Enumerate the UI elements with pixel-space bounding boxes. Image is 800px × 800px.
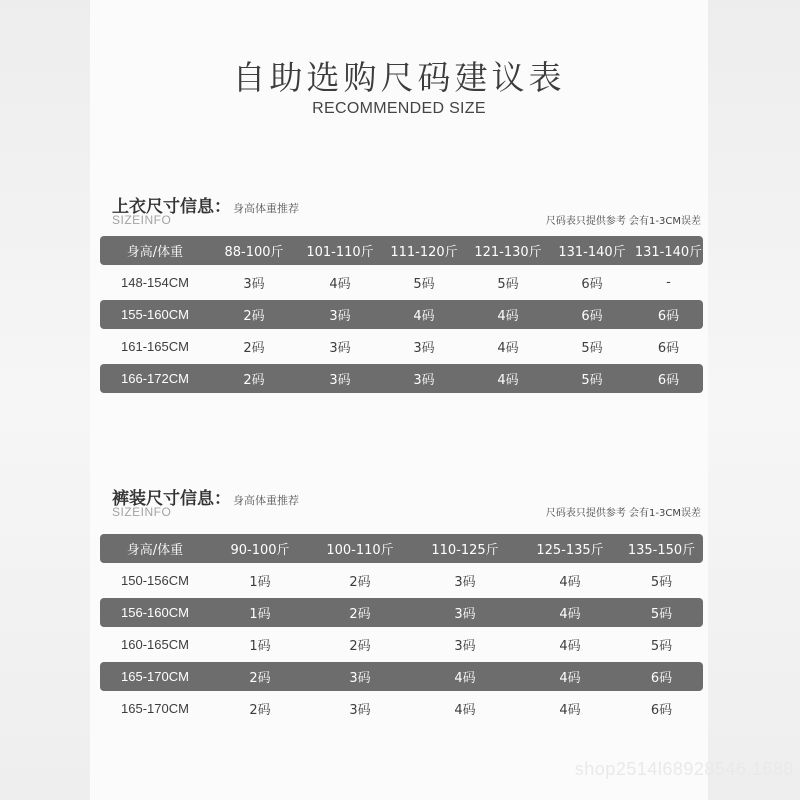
table-cell: 155-160CM (121, 307, 189, 322)
shop-watermark: shop2514l68928546.1688 (574, 759, 794, 779)
table-cell: 3码 (349, 703, 371, 718)
table-cell: 6码 (657, 341, 680, 356)
pants-section-header (100, 484, 703, 534)
tops-section-header (100, 192, 703, 236)
table-cell: 5码 (650, 575, 673, 590)
tops-title-note: 身高体重推荐 (233, 202, 299, 215)
table-cell: 5码 (650, 639, 673, 654)
column-header: 身高/体重 (126, 543, 184, 558)
table-cell: 4码 (454, 671, 476, 686)
column-header: 88-100斤 (224, 245, 284, 260)
table-cell: 165-170CM (121, 669, 189, 684)
table-row (100, 364, 703, 393)
table-cell: 4码 (497, 373, 519, 388)
table-cell: 3码 (454, 575, 476, 590)
table-cell: 2码 (349, 575, 371, 590)
table-cell: 3码 (243, 277, 265, 292)
table-row (100, 268, 703, 297)
table-cell: 5码 (581, 341, 603, 356)
pants-title-note: 身高体重推荐 (233, 494, 299, 507)
pants-size-section (100, 484, 703, 726)
table-cell: 1码 (249, 639, 271, 654)
page-subtitle: RECOMMENDED SIZE (312, 100, 486, 117)
table-cell: 4码 (559, 639, 581, 654)
table-cell: 166-172CM (121, 371, 189, 386)
table-cell: 5码 (650, 607, 673, 622)
column-header: 100-110斤 (326, 543, 394, 558)
column-header: 135-150斤 (627, 543, 696, 558)
pants-disclaimer: 尺码表只提供参考 会有1-3CM误差 (545, 508, 701, 519)
column-header: 身高/体重 (126, 245, 184, 260)
table-cell: 6码 (581, 309, 603, 324)
table-row (100, 300, 703, 329)
column-header: 101-110斤 (306, 245, 374, 260)
table-cell: 2码 (249, 671, 271, 686)
table-row (100, 332, 703, 361)
table-cell: 4码 (559, 703, 581, 718)
table-cell: 2码 (243, 309, 265, 324)
table-header-row (100, 534, 703, 563)
table-cell: 6码 (657, 309, 680, 324)
table-row (100, 566, 703, 595)
right-background-strip (708, 0, 800, 800)
table-cell: 5码 (497, 277, 519, 292)
table-cell: 3码 (413, 341, 435, 356)
table-cell: 4码 (329, 277, 351, 292)
tops-section-en-label: SIZEINFO (112, 213, 172, 227)
column-header: 110-125斤 (431, 543, 499, 558)
tops-title-text: 上衣尺寸信息： (112, 197, 231, 217)
table-cell: 3码 (413, 373, 435, 388)
table-cell: 148-154CM (121, 275, 189, 290)
table-row (100, 694, 703, 723)
table-cell: 5码 (413, 277, 435, 292)
table-cell: 4码 (497, 309, 519, 324)
table-cell: 3码 (329, 373, 351, 388)
table-cell: 2码 (249, 703, 271, 718)
table-cell: 3码 (454, 639, 476, 654)
table-cell: 156-160CM (121, 605, 189, 620)
table-cell: 1码 (249, 607, 271, 622)
table-cell: 161-165CM (121, 339, 189, 354)
table-cell: 150-156CM (121, 573, 189, 588)
table-cell: 165-170CM (121, 701, 189, 716)
table-cell: 4码 (454, 703, 476, 718)
column-header: 121-130斤 (474, 245, 542, 260)
table-cell: 6码 (650, 703, 673, 718)
left-background-strip (0, 0, 90, 800)
table-cell: 3码 (454, 607, 476, 622)
table-cell: 2码 (349, 607, 371, 622)
column-header: 111-120斤 (390, 245, 458, 260)
table-cell: 4码 (559, 575, 581, 590)
table-header-row (100, 236, 703, 265)
table-cell: 6码 (581, 277, 603, 292)
table-cell: 160-165CM (121, 637, 189, 652)
table-cell: 2码 (349, 639, 371, 654)
tops-disclaimer: 尺码表只提供参考 会有1-3CM误差 (545, 216, 701, 227)
table-row (100, 598, 703, 627)
table-cell: 3码 (329, 341, 351, 356)
table-cell: 3码 (349, 671, 371, 686)
table-cell: 2码 (243, 341, 265, 356)
table-cell: 6码 (650, 671, 673, 686)
pants-size-table (100, 534, 703, 723)
column-header: 131-140斤 (634, 245, 703, 260)
table-cell: 2码 (243, 373, 265, 388)
table-cell: 4码 (559, 607, 581, 622)
table-cell: 4码 (413, 309, 435, 324)
tops-size-table (100, 236, 703, 393)
page-title: 自助选购尺码建议表 (232, 58, 566, 97)
table-cell: - (666, 275, 671, 290)
table-cell: 4码 (497, 341, 519, 356)
pants-section-en-label: SIZEINFO (112, 505, 172, 519)
table-row (100, 630, 703, 659)
column-header: 90-100斤 (230, 543, 290, 558)
table-cell: 6码 (657, 373, 680, 388)
table-cell: 3码 (329, 309, 351, 324)
table-row (100, 662, 703, 691)
tops-size-section (100, 192, 703, 396)
column-header: 131-140斤 (558, 245, 626, 260)
pants-title-text: 裤装尺寸信息： (112, 489, 231, 509)
table-cell: 5码 (581, 373, 603, 388)
table-cell: 1码 (249, 575, 271, 590)
table-cell: 4码 (559, 671, 581, 686)
column-header: 125-135斤 (536, 543, 604, 558)
